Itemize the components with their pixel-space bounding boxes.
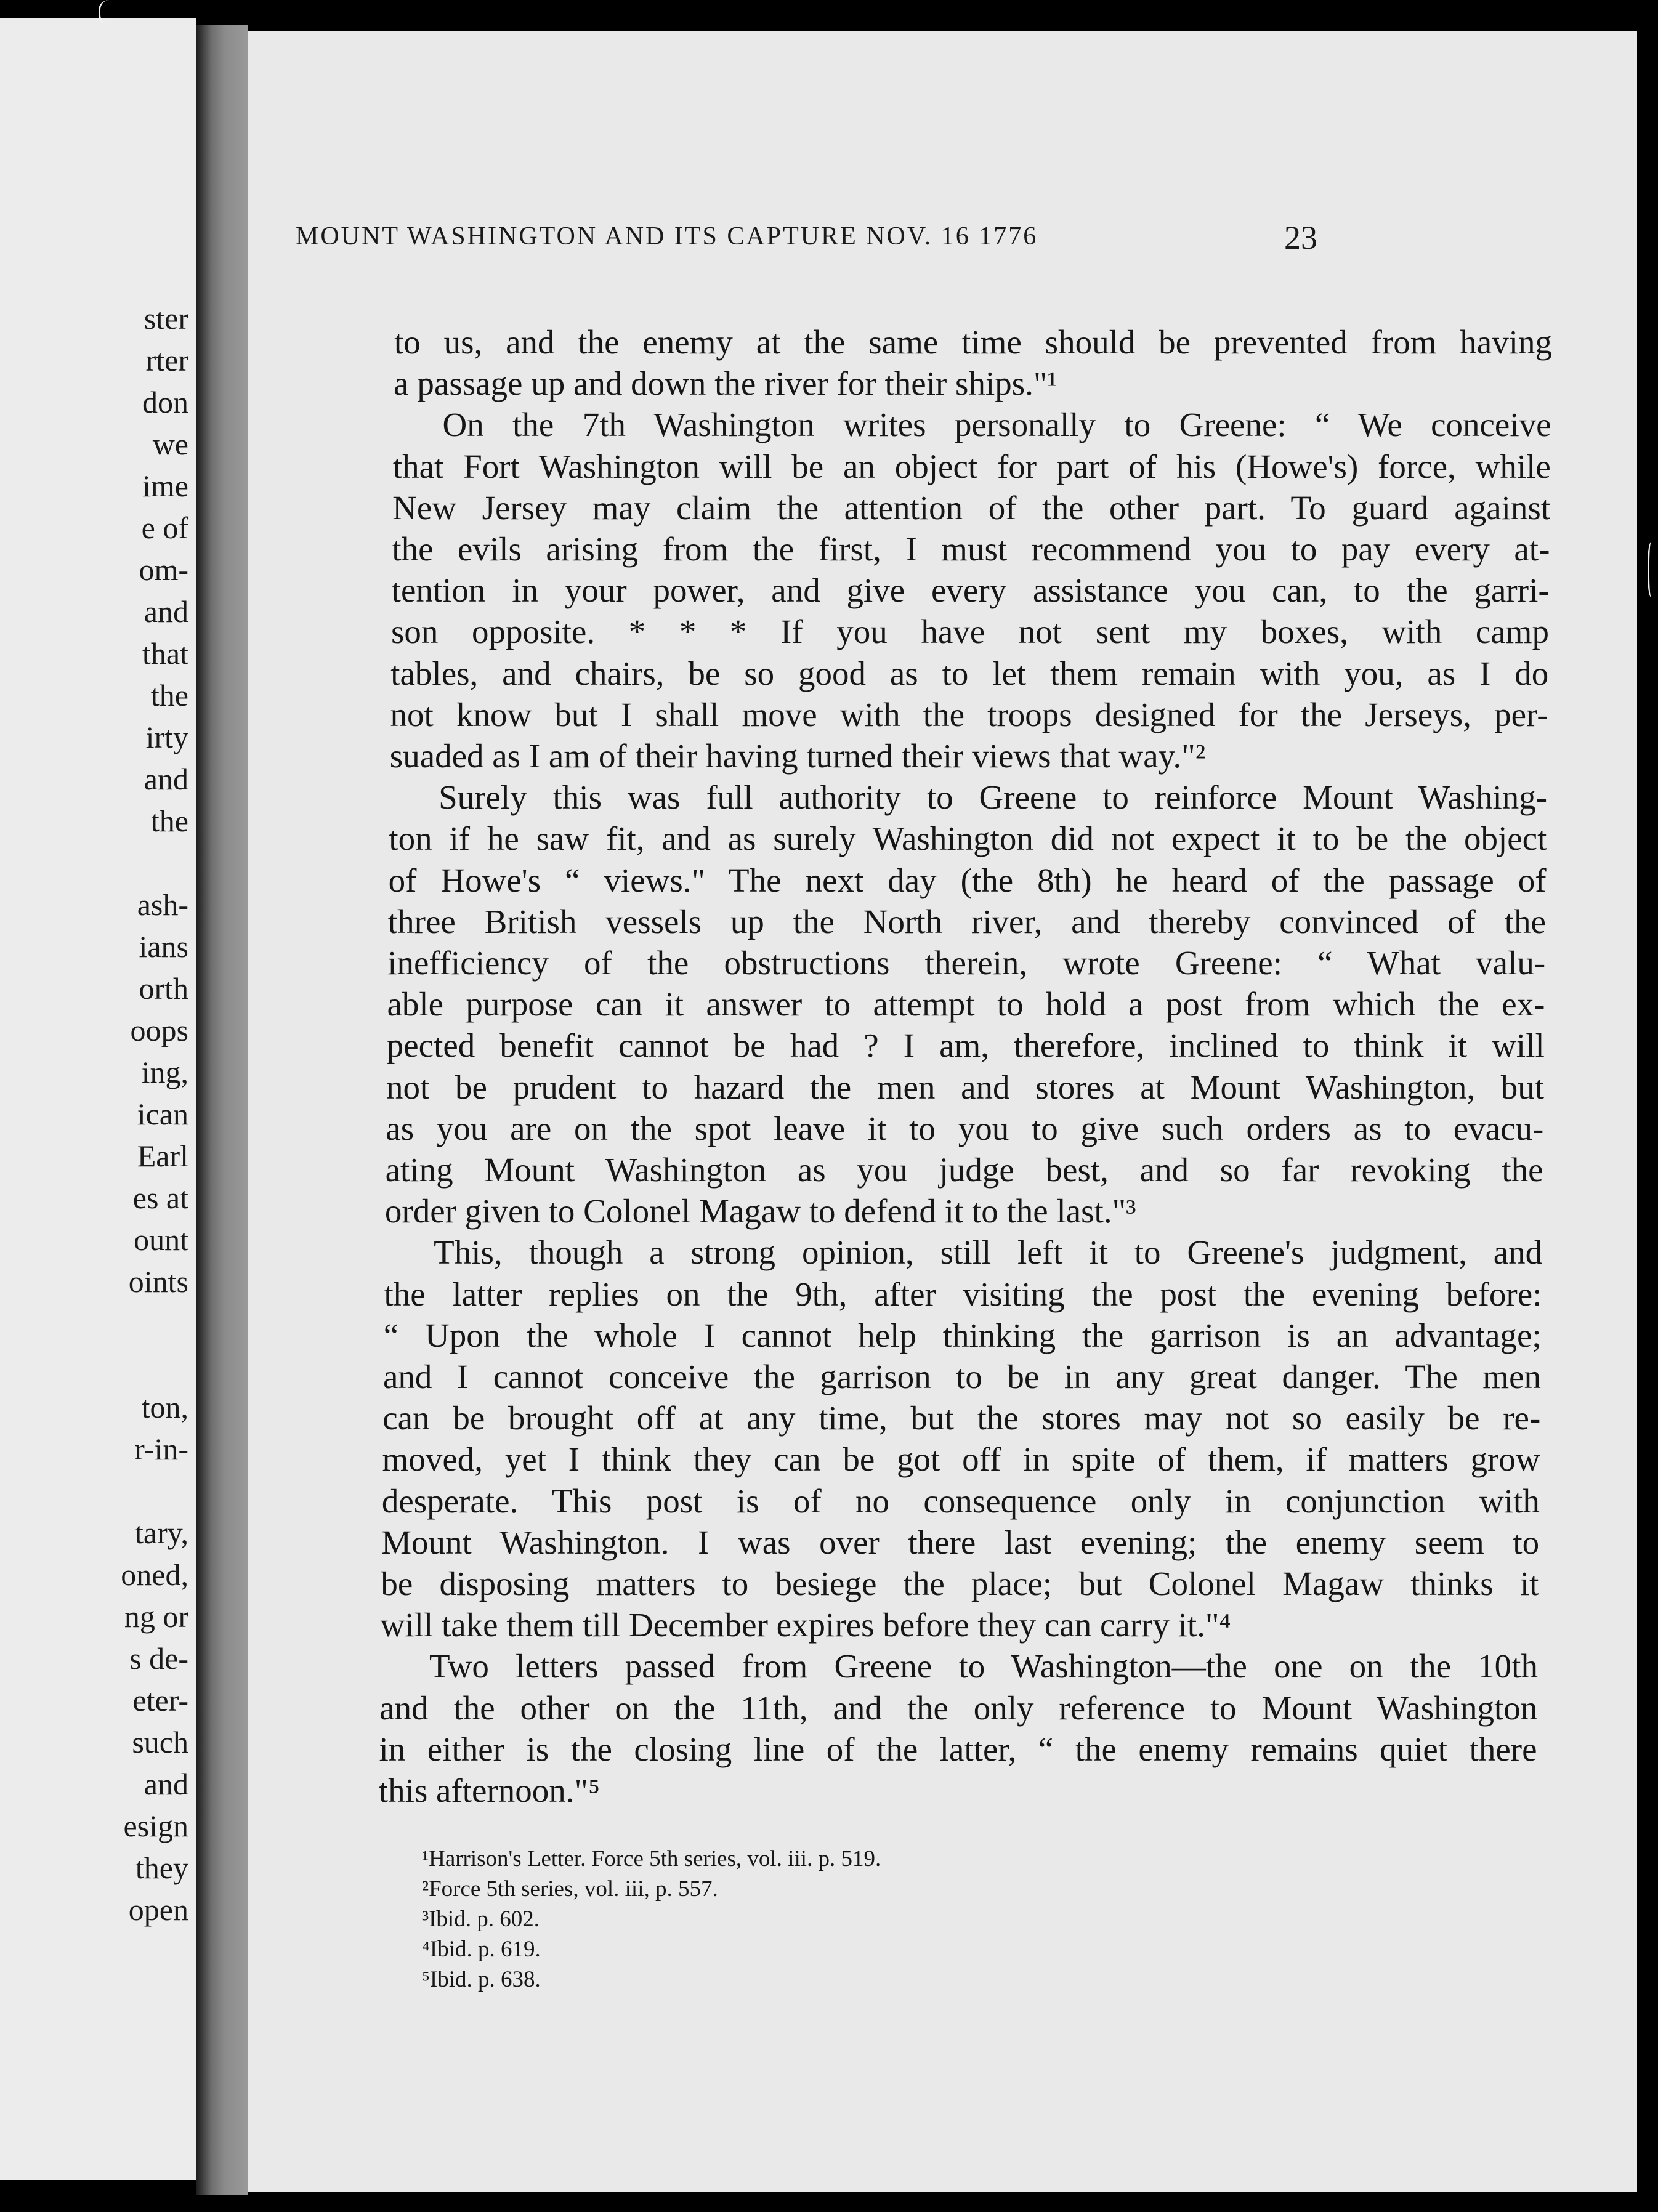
footnote: ⁵Ibid. p. 638. — [422, 1967, 541, 1992]
text-line: New Jersey may claim the attention of the other part. To guard against — [392, 488, 1551, 527]
left-page-fragment: they — [135, 1851, 188, 1885]
left-page-fragment: irty — [145, 720, 188, 754]
text-line: the evils arising from the first, I must recommend you to pay every at- — [392, 530, 1550, 568]
text-line: to us, and the enemy at the same time should be prevented from having — [394, 323, 1552, 361]
left-page-fragment: ing, — [141, 1055, 188, 1089]
left-page-fragment: ican — [137, 1097, 188, 1131]
text-line: “ Upon the whole I cannot help thinking the garrison is an advantage; — [383, 1316, 1542, 1354]
text-line: desperate. This post is of no consequence only in conjunction with — [381, 1482, 1540, 1520]
left-page-fragment: and — [144, 1767, 188, 1801]
text-line: a passage up and down the river for their ships."¹ — [394, 365, 1057, 403]
footnote: ¹Harrison's Letter. Force 5th series, vol. iii. p. 519. — [422, 1846, 881, 1871]
running-header: MOUNT WASHINGTON AND ITS CAPTURE NOV. 16 1776 — [296, 222, 1038, 251]
left-page-fragment: e of — [141, 511, 188, 545]
text-line: will take them till December expires before they can carry it."⁴ — [380, 1606, 1231, 1644]
text-line: and I cannot conceive the garrison to be in any great danger. The men — [383, 1358, 1541, 1395]
text-line: in either is the closing line of the latter, “ the enemy remains quiet there — [379, 1730, 1537, 1768]
page-number: 23 — [1284, 219, 1317, 256]
text-line: three British vessels up the North river, and thereby convinced of the — [387, 902, 1546, 940]
left-page-fragment: oned, — [121, 1557, 188, 1592]
text-line: This, though a strong opinion, still left it to Greene's judgment, and — [434, 1233, 1543, 1272]
left-page-fragment: om- — [139, 552, 188, 587]
left-page-fragment: we — [152, 427, 188, 461]
left-page-fragment: the — [150, 804, 188, 838]
text-line: that Fort Washington will be an object for part of his (Howe's) force, while — [392, 447, 1551, 485]
left-page-fragment: such — [132, 1725, 188, 1759]
text-line: ating Mount Washington as you judge best, and so far revoking the — [385, 1151, 1543, 1189]
text-line: be disposing matters to besiege the place; but Colonel Magaw thinks it — [381, 1565, 1539, 1602]
left-page-fragment: esign — [123, 1809, 188, 1843]
left-page-fragment: ster — [144, 301, 188, 336]
left-page-fragment: es at — [132, 1181, 188, 1215]
left-page-fragment: ash- — [137, 887, 188, 922]
text-line: On the 7th Washington writes personally to Greene: “ We conceive — [442, 406, 1551, 444]
left-page-fragment: ount — [134, 1222, 188, 1257]
left-page-fragment: orth — [139, 971, 188, 1006]
page-gutter — [196, 25, 248, 2195]
left-page-fragment: Earl — [137, 1139, 188, 1173]
left-page-fragment: tary, — [135, 1516, 188, 1550]
left-page-fragment: ians — [139, 929, 188, 964]
scan-artifact — [99, 0, 125, 25]
left-page-fragment: ton, — [141, 1390, 188, 1424]
text-line: tables, and chairs, be so good as to let them remain with you, as I do — [390, 654, 1549, 692]
text-line: ton if he saw fit, and as surely Washington did not expect it to be the object — [389, 820, 1547, 858]
left-page-fragment: r-in- — [134, 1432, 188, 1466]
text-line: able purpose can it answer to attempt to hold a post from which the ex- — [387, 985, 1545, 1023]
left-page-fragment: and — [144, 762, 188, 796]
scan-artifact — [1648, 542, 1657, 597]
left-page — [0, 18, 196, 2180]
left-page-fragment: rter — [145, 343, 188, 377]
left-page-fragment: the — [150, 678, 188, 712]
left-page-fragment: oints — [128, 1264, 188, 1299]
text-line: the latter replies on the 9th, after visiting the post the evening before: — [384, 1275, 1542, 1313]
text-line: Surely this was full authority to Greene to reinforce Mount Washing- — [439, 778, 1548, 817]
footnote: ⁴Ibid. p. 619. — [422, 1937, 541, 1962]
text-line: inefficiency of the obstructions therein, wrote Greene: “ What valu- — [387, 944, 1546, 982]
text-line: tention in your power, and give every assistance you can, to the garri- — [391, 571, 1550, 610]
left-page-fragment: and — [144, 594, 188, 629]
text-line: this afternoon."⁵ — [378, 1772, 601, 1809]
left-page-fragment: ng or — [124, 1599, 188, 1634]
left-page-fragment: that — [142, 636, 188, 671]
text-line: not be prudent to hazard the men and stores at Mount Washington, but — [386, 1068, 1545, 1106]
left-page-fragment: don — [142, 385, 188, 419]
text-line: Mount Washington. I was over there last evening; the enemy seem to — [381, 1523, 1540, 1561]
text-line: as you are on the spot leave it to you to give such orders as to evacu- — [386, 1109, 1544, 1147]
left-page-fragment: oops — [130, 1013, 188, 1047]
text-line: Two letters passed from Greene to Washington—the one on the 10th — [429, 1647, 1538, 1685]
left-page-fragment: eter- — [132, 1683, 188, 1718]
text-line: suaded as I am of their having turned their views that way."² — [389, 737, 1206, 775]
footnote: ³Ibid. p. 602. — [422, 1907, 540, 1932]
text-line: of Howe's “ views." The next day (the 8th) he heard of the passage of — [388, 861, 1547, 899]
text-line: not know but I shall move with the troops designed for the Jerseys, per- — [390, 695, 1548, 733]
left-page-fragment: s de- — [129, 1641, 188, 1676]
text-line: can be brought off at any time, but the stores may not so easily be re- — [382, 1399, 1541, 1437]
text-line: order given to Colonel Magaw to defend it to the last."³ — [384, 1192, 1136, 1230]
text-line: moved, yet I think they can be got off in spite of them, if matters grow — [382, 1440, 1540, 1479]
left-page-fragment: open — [128, 1892, 188, 1927]
footnote: ²Force 5th series, vol. iii, p. 557. — [422, 1876, 718, 1902]
text-line: son opposite. * * * If you have not sent my boxes, with camp — [390, 613, 1549, 651]
text-line: and the other on the 11th, and the only reference to Mount Washington — [379, 1689, 1538, 1727]
left-page-fragment: ime — [142, 469, 188, 503]
text-line: pected benefit cannot be had ? I am, therefore, inclined to think it will — [386, 1027, 1545, 1065]
